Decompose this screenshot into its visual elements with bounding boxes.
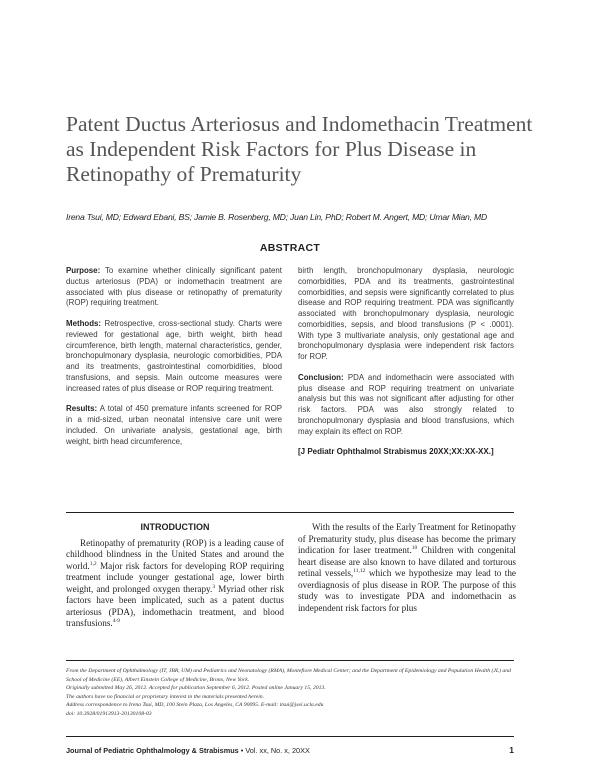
footnote-disclosure: The authors have no financial or proprietary interest in the materials presented herein.: [66, 693, 265, 700]
abstract-left-column: [66, 266, 282, 457]
intro-p2-text-a: With the results of the Early Treatment for Retinopathy of Prematurity study, plus disease has become the primary indication for laser treatment.: [298, 522, 516, 555]
results-continued: birth length, bronchopulmonary dysplasia, neurologic comorbidities, PDA and its treatments, gastrointestinal comorbidities, and sepsis were significantly correlated to plus disease and ROP requiring treatment. PDA was significantly associated with bronchopulmonary dysplasia, neurologic comorbidities, sepsis, and blood transfusions (P < .0001). With type 3 multivariate analysis, only gestational age and bronchopulmonary dysplasia were independent risk factors for ROP.: [298, 266, 514, 361]
abstract-heading: ABSTRACT: [259, 242, 321, 254]
journal-citation: [J Pediatr Ophthalmol Strabismus 20XX;XX:XX-XX.]: [298, 447, 494, 457]
abstract-divider: [66, 512, 514, 513]
author-list: Irena Tsui, MD; Edward Ebani, BS; Jamie B. Rosenberg, MD; Juan Lin, PhD; Robert M. Angert, MD; Umar Mian, MD: [66, 212, 487, 222]
ref-sup: 3: [212, 583, 216, 590]
abstract-purpose: [66, 266, 282, 309]
introduction-heading: INTRODUCTION: [140, 522, 210, 532]
footnotes: [66, 667, 514, 719]
conclusion-text: PDA and indomethacin were associated with plus disease and ROP requiring treatment on univariate analysis but this was not significant after adjusting for other risk factors. PDA was also strongly related to bronchopulmonary dysplasia and blood transfusions, which may explain its effect on ROP.: [298, 372, 514, 436]
ref-sup: 4-9: [112, 617, 121, 624]
intro-p1-text-a: Retinopathy of prematurity (ROP) is a leading cause of childhood blindness in the United States and around the world.: [66, 537, 284, 571]
footer-journal-name: Journal of Pediatric Ophthalmology & Strabismus: [66, 746, 239, 755]
purpose-label: Purpose:: [66, 266, 101, 275]
abstract-methods: [66, 319, 282, 394]
footnote-correspondence: Address correspondence to Irena Tsui, MD, 100 Stein Plaza, Los Angeles, CA 90095. E-mail: itsui@jsei.ucla.edu: [66, 702, 324, 709]
intro-paragraph-1: [66, 538, 284, 630]
methods-label: Methods:: [66, 319, 102, 328]
conclusion-label: Conclusion:: [298, 372, 344, 382]
footnote-dates: Originally submitted May 26, 2012. Accepted for publication September 6, 2012. Posted online January 15, 2013.: [66, 685, 326, 692]
ref-sup: 11,12: [353, 567, 366, 574]
abstract-results: [66, 404, 282, 447]
purpose-text: To examine whether clinically significant patent ductus arteriosus (PDA) or indomethacin treatment are associated with plus disease or retinopathy of prematurity (ROP) requiring treatment.: [66, 266, 282, 308]
footer-divider: [66, 736, 514, 737]
methods-text: Retrospective, cross-sectional study. Charts were reviewed for gestational age, birth weight, birth head circumference, birth length, maternal characteristics, gender, bronchopulmonary dysplasia, neurologic comorbidities, PDA and its treatments, gastrointestinal comorbidities, blood transfusions, and sepsis. Main outcome measures were increased rates of plus disease or ROP requiring treatment.: [66, 319, 282, 393]
ref-sup: 1,2: [89, 560, 97, 567]
results-text-a: A total of 450 premature infants screened for ROP in a mid-sized, urban neonatal intensive care unit were included. On univariate analysis, gestational age, birth weight, birth head circumference,: [66, 404, 282, 446]
body-left-column: [66, 522, 284, 630]
abstract-conclusion: [298, 373, 514, 438]
intro-p2-text-c: which we hypothesize may lead to the overdiagnosis of plus disease in ROP. The purpose of this study was to investigate PDA and indomethacin as independent risk factors for plus: [298, 568, 516, 613]
intro-p1-text-b: Major risk factors for developing ROP requiring treatment include younger gestational age, lower birth weight, and prolonged oxygen therapy.: [66, 560, 284, 594]
footnote-divider: [66, 660, 514, 661]
results-label: Results:: [66, 404, 98, 414]
body-right-column: [298, 522, 516, 614]
intro-paragraph-2: [298, 522, 516, 614]
footnote-doi: doi: 10.3928/01913913-20130108-03: [66, 710, 152, 717]
footer-journal: [66, 746, 310, 755]
abstract-right-column: [298, 266, 514, 458]
ref-sup: 10: [411, 544, 418, 551]
intro-p1-text-c: Myriad other risk factors have been implicated, such as a patent ductus arteriosus (PDA), indomethacin treatment, and blood transfusions.: [66, 583, 284, 628]
page-number: 1: [509, 745, 514, 755]
intro-p2-text-b: Children with congenital heart disease are also known to have dilated and torturous retinal vessels,: [298, 545, 516, 578]
footer-volume: • Vol. xx, No. x, 20XX: [238, 746, 310, 755]
article-title: Patent Ductus Arteriosus and Indomethacin Treatment as Independent Risk Factors for Plus Disease in Retinopathy of Prematurity: [66, 112, 533, 186]
footnote-affiliations: From the Department of Ophthalmology (IT, JBR, UM) and Pediatrics and Neonatology (RMA), Montefiore Medical Center; and the Department of Epidemiology and Population Health (JL) and School of Medicine (EE), Albert Einstein College of Medicine, Bronx, New York.: [66, 668, 511, 683]
